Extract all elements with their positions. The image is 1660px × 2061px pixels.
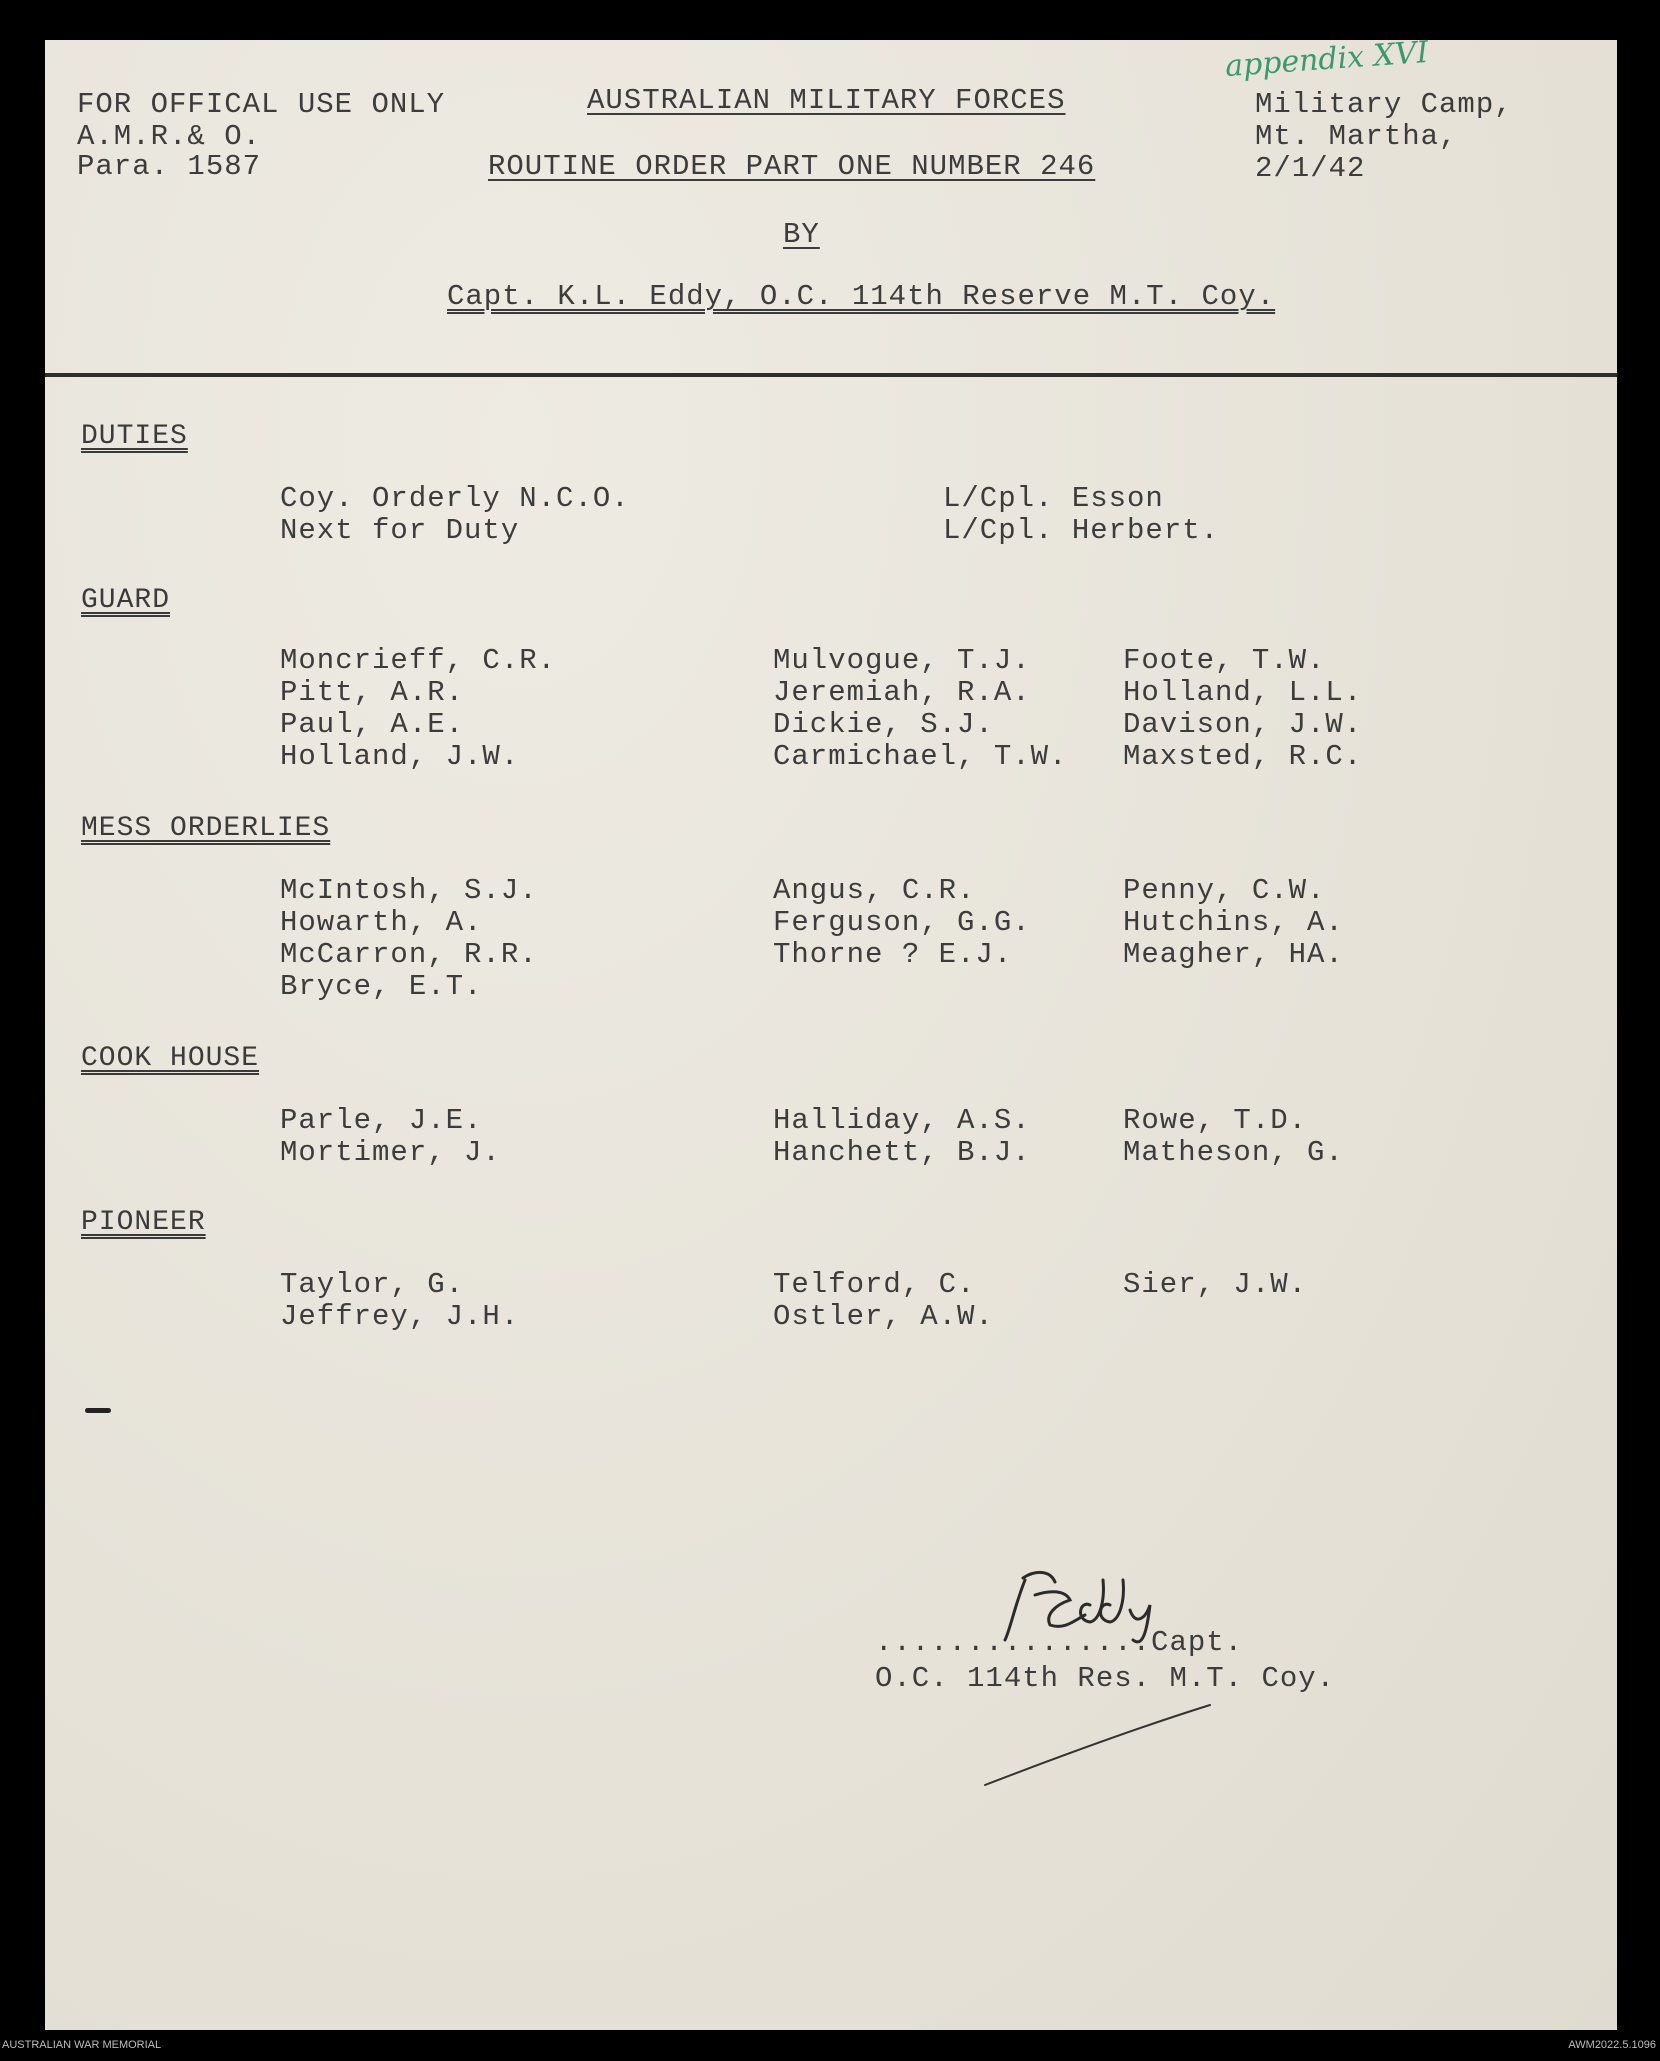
name-entry: Holland, J.W. xyxy=(280,740,520,773)
name-entry: Paul, A.E. xyxy=(280,708,465,741)
name-entry: Telford, C. xyxy=(773,1268,976,1301)
name-entry: Penny, C.W. xyxy=(1123,874,1326,907)
ink-mark xyxy=(85,1408,111,1413)
duty-assignee: L/Cpl. Esson xyxy=(943,482,1164,515)
name-entry: Hanchett, B.J. xyxy=(773,1136,1031,1169)
by-line: BY xyxy=(783,218,820,251)
section-heading-cook-house: COOK HOUSE xyxy=(81,1043,260,1074)
section-heading-duties: DUTIES xyxy=(81,421,188,452)
reference-line: A.M.R.& O. xyxy=(77,120,262,153)
name-entry: Carmichael, T.W. xyxy=(773,740,1068,773)
name-entry: Hutchins, A. xyxy=(1123,906,1344,939)
section-heading-mess-orderlies: MESS ORDERLIES xyxy=(81,813,331,844)
date-line: 2/1/42 xyxy=(1255,152,1366,185)
location-line-2: Mt. Martha, xyxy=(1255,120,1458,153)
name-entry: Moncrieff, C.R. xyxy=(280,644,557,677)
name-entry: Meagher, HA. xyxy=(1123,938,1344,971)
name-entry: Halliday, A.S. xyxy=(773,1104,1031,1137)
handwritten-appendix-note: appendix XVI xyxy=(1224,34,1430,85)
name-entry: Matheson, G. xyxy=(1123,1136,1344,1169)
name-entry: Holland, L.L. xyxy=(1123,676,1363,709)
paragraph-line: Para. 1587 xyxy=(77,150,262,183)
classification-line: FOR OFFICAL USE ONLY xyxy=(77,88,446,121)
name-entry: Jeremiah, R.A. xyxy=(773,676,1031,709)
name-entry: Taylor, G. xyxy=(280,1268,465,1301)
document-page xyxy=(45,34,1617,2030)
duty-assignee: L/Cpl. Herbert. xyxy=(943,514,1220,547)
name-entry: Angus, C.R. xyxy=(773,874,976,907)
name-entry: Rowe, T.D. xyxy=(1123,1104,1308,1137)
duty-role: Next for Duty xyxy=(280,514,520,547)
document-subtitle: ROUTINE ORDER PART ONE NUMBER 246 xyxy=(488,150,1096,183)
signature-title: O.C. 114th Res. M.T. Coy. xyxy=(875,1662,1336,1695)
accession-number: AWM2022.5.1096 xyxy=(1568,2039,1656,2051)
name-entry: Jeffrey, J.H. xyxy=(280,1300,520,1333)
name-entry: Dickie, S.J. xyxy=(773,708,994,741)
name-entry: Sier, J.W. xyxy=(1123,1268,1308,1301)
document-title: AUSTRALIAN MILITARY FORCES xyxy=(587,84,1066,117)
name-entry: Mulvogue, T.J. xyxy=(773,644,1031,677)
duty-role: Coy. Orderly N.C.O. xyxy=(280,482,630,515)
name-entry: Mortimer, J. xyxy=(280,1136,501,1169)
location-line-1: Military Camp, xyxy=(1255,88,1513,121)
name-entry: Ferguson, G.G. xyxy=(773,906,1031,939)
name-entry: Maxsted, R.C. xyxy=(1123,740,1363,773)
name-entry: Bryce, E.T. xyxy=(280,970,483,1003)
authority-line: Capt. K.L. Eddy, O.C. 114th Reserve M.T. Coy. xyxy=(447,280,1276,313)
archive-label: AUSTRALIAN WAR MEMORIAL xyxy=(2,2039,162,2051)
name-entry: Pitt, A.R. xyxy=(280,676,465,709)
name-entry: Howarth, A. xyxy=(280,906,483,939)
section-heading-pioneer: PIONEER xyxy=(81,1207,206,1238)
name-entry: Thorne ? E.J. xyxy=(773,938,1013,971)
name-entry: Foote, T.W. xyxy=(1123,644,1326,677)
name-entry: McIntosh, S.J. xyxy=(280,874,538,907)
signature-dotted-line: ...............Capt. xyxy=(875,1626,1244,1659)
name-entry: Davison, J.W. xyxy=(1123,708,1363,741)
signature-stroke xyxy=(980,1700,1220,1790)
name-entry: McCarron, R.R. xyxy=(280,938,538,971)
name-entry: Parle, J.E. xyxy=(280,1104,483,1137)
name-entry: Ostler, A.W. xyxy=(773,1300,994,1333)
header-divider xyxy=(45,373,1617,377)
section-heading-guard: GUARD xyxy=(81,585,171,616)
